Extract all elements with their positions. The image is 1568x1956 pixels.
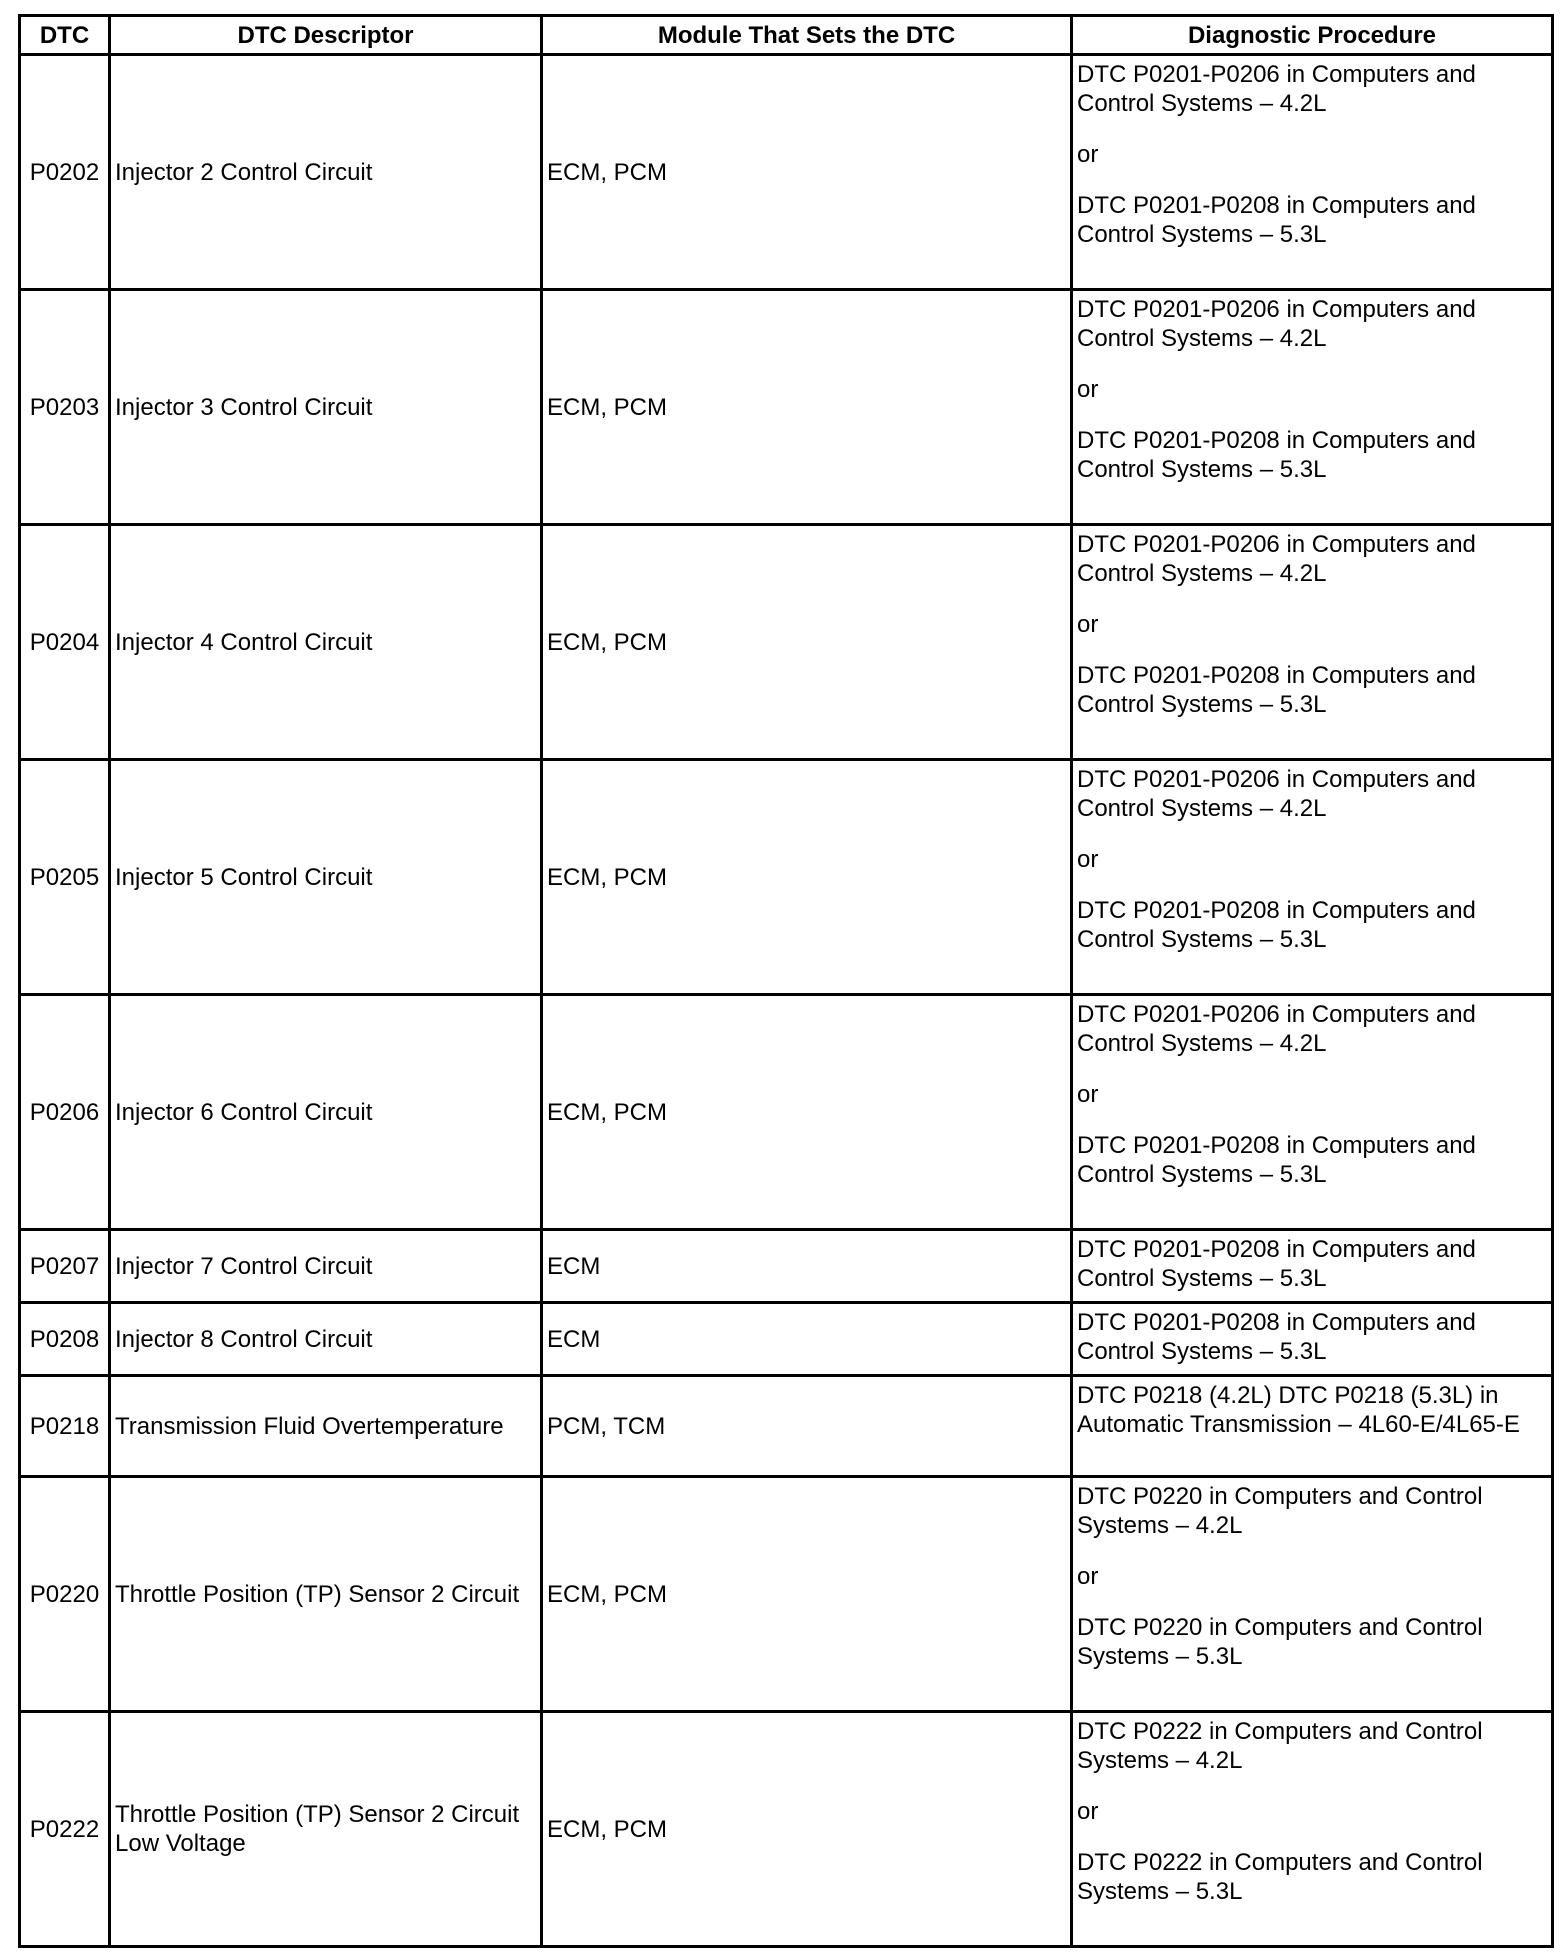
- dtc-descriptor: Throttle Position (TP) Sensor 2 Circuit Low Voltage: [110, 1712, 542, 1947]
- dtc-descriptor: Injector 4 Control Circuit: [110, 525, 542, 760]
- module: PCM, TCM: [542, 1376, 1072, 1477]
- diagnostic-procedure: [1072, 55, 1553, 290]
- table-row: [20, 525, 1553, 760]
- procedure-link-4-2l[interactable]: DTC P0220 in Computers and Control Systems – 4.2L: [1077, 1483, 1483, 1539]
- procedure-link-5-3l[interactable]: DTC P0220 in Computers and Control Systems – 5.3L: [1077, 1614, 1483, 1670]
- module: ECM, PCM: [542, 760, 1072, 995]
- diagnostic-procedure: [1072, 995, 1553, 1230]
- diagnostic-procedure: [1072, 1303, 1553, 1376]
- dtc-code: P0208: [20, 1303, 110, 1376]
- module: ECM: [542, 1303, 1072, 1376]
- header-diagnostic-procedure: Diagnostic Procedure: [1072, 16, 1553, 55]
- diagnostic-procedure: [1072, 1230, 1553, 1303]
- table-row: [20, 1230, 1553, 1303]
- procedure-link-4-2l[interactable]: DTC P0222 in Computers and Control Systems – 4.2L: [1077, 1718, 1483, 1774]
- header-dtc-descriptor: DTC Descriptor: [110, 16, 542, 55]
- procedure-link-5-3l[interactable]: DTC P0201-P0208 in Computers and Control Systems – 5.3L: [1077, 897, 1476, 953]
- procedure-link-4-2l[interactable]: DTC P0201-P0206 in Computers and Control Systems – 4.2L: [1077, 296, 1476, 352]
- procedure-link-5-3l[interactable]: DTC P0201-P0208 in Computers and Control Systems – 5.3L: [1077, 1309, 1476, 1365]
- procedure-or: or: [1077, 846, 1099, 873]
- header-module: Module That Sets the DTC: [542, 16, 1072, 55]
- dtc-code: P0202: [20, 55, 110, 290]
- procedure-link-4-2l[interactable]: DTC P0201-P0206 in Computers and Control Systems – 4.2L: [1077, 766, 1476, 822]
- module: ECM, PCM: [542, 290, 1072, 525]
- dtc-descriptor: Transmission Fluid Overtemperature: [110, 1376, 542, 1477]
- table-row: [20, 1477, 1553, 1712]
- procedure-or: or: [1077, 611, 1099, 638]
- table-row: [20, 55, 1553, 290]
- procedure-link-5-3l[interactable]: DTC P0201-P0208 in Computers and Control Systems – 5.3L: [1077, 192, 1476, 248]
- table-row: [20, 1376, 1553, 1477]
- procedure-or: or: [1077, 1081, 1099, 1108]
- procedure-link-5-3l[interactable]: DTC P0201-P0208 in Computers and Control Systems – 5.3L: [1077, 662, 1476, 718]
- table-row: [20, 290, 1553, 525]
- dtc-code: P0205: [20, 760, 110, 995]
- dtc-code: P0207: [20, 1230, 110, 1303]
- module: ECM, PCM: [542, 1477, 1072, 1712]
- dtc-code: P0206: [20, 995, 110, 1230]
- dtc-code: P0220: [20, 1477, 110, 1712]
- dtc-descriptor: Injector 5 Control Circuit: [110, 760, 542, 995]
- module: ECM: [542, 1230, 1072, 1303]
- module: ECM, PCM: [542, 525, 1072, 760]
- diagnostic-procedure: [1072, 1477, 1553, 1712]
- procedure-link-4-2l[interactable]: DTC P0201-P0206 in Computers and Control Systems – 4.2L: [1077, 61, 1476, 117]
- dtc-table: [18, 14, 1554, 1948]
- diagnostic-procedure: [1072, 525, 1553, 760]
- dtc-code: P0204: [20, 525, 110, 760]
- module: ECM, PCM: [542, 55, 1072, 290]
- dtc-descriptor: Injector 2 Control Circuit: [110, 55, 542, 290]
- diagnostic-procedure: [1072, 290, 1553, 525]
- dtc-descriptor: Injector 6 Control Circuit: [110, 995, 542, 1230]
- dtc-descriptor: Injector 3 Control Circuit: [110, 290, 542, 525]
- table-row: [20, 760, 1553, 995]
- procedure-link-5-3l[interactable]: DTC P0201-P0208 in Computers and Control Systems – 5.3L: [1077, 1236, 1476, 1292]
- diagnostic-procedure: [1072, 1376, 1553, 1477]
- module: ECM, PCM: [542, 995, 1072, 1230]
- diagnostic-procedure: [1072, 1712, 1553, 1947]
- dtc-code: P0218: [20, 1376, 110, 1477]
- table-row: [20, 1712, 1553, 1947]
- dtc-code: P0222: [20, 1712, 110, 1947]
- procedure-or: or: [1077, 1563, 1099, 1590]
- table-row: [20, 995, 1553, 1230]
- dtc-code: P0203: [20, 290, 110, 525]
- module: ECM, PCM: [542, 1712, 1072, 1947]
- procedure-or: or: [1077, 1798, 1099, 1825]
- procedure-or: or: [1077, 376, 1099, 403]
- procedure-link-transmission[interactable]: DTC P0218 (4.2L) DTC P0218 (5.3L) in Automatic Transmission – 4L60-E/4L65-E: [1077, 1382, 1520, 1438]
- header-dtc: DTC: [20, 16, 110, 55]
- dtc-descriptor: Injector 7 Control Circuit: [110, 1230, 542, 1303]
- table-row: [20, 1303, 1553, 1376]
- procedure-link-5-3l[interactable]: DTC P0222 in Computers and Control Systems – 5.3L: [1077, 1849, 1483, 1905]
- procedure-link-4-2l[interactable]: DTC P0201-P0206 in Computers and Control Systems – 4.2L: [1077, 1001, 1476, 1057]
- procedure-link-5-3l[interactable]: DTC P0201-P0208 in Computers and Control Systems – 5.3L: [1077, 1132, 1476, 1188]
- dtc-descriptor: Throttle Position (TP) Sensor 2 Circuit: [110, 1477, 542, 1712]
- dtc-descriptor: Injector 8 Control Circuit: [110, 1303, 542, 1376]
- procedure-link-4-2l[interactable]: DTC P0201-P0206 in Computers and Control Systems – 4.2L: [1077, 531, 1476, 587]
- header-row: [20, 16, 1553, 55]
- diagnostic-procedure: [1072, 760, 1553, 995]
- procedure-or: or: [1077, 141, 1099, 168]
- procedure-link-5-3l[interactable]: DTC P0201-P0208 in Computers and Control Systems – 5.3L: [1077, 427, 1476, 483]
